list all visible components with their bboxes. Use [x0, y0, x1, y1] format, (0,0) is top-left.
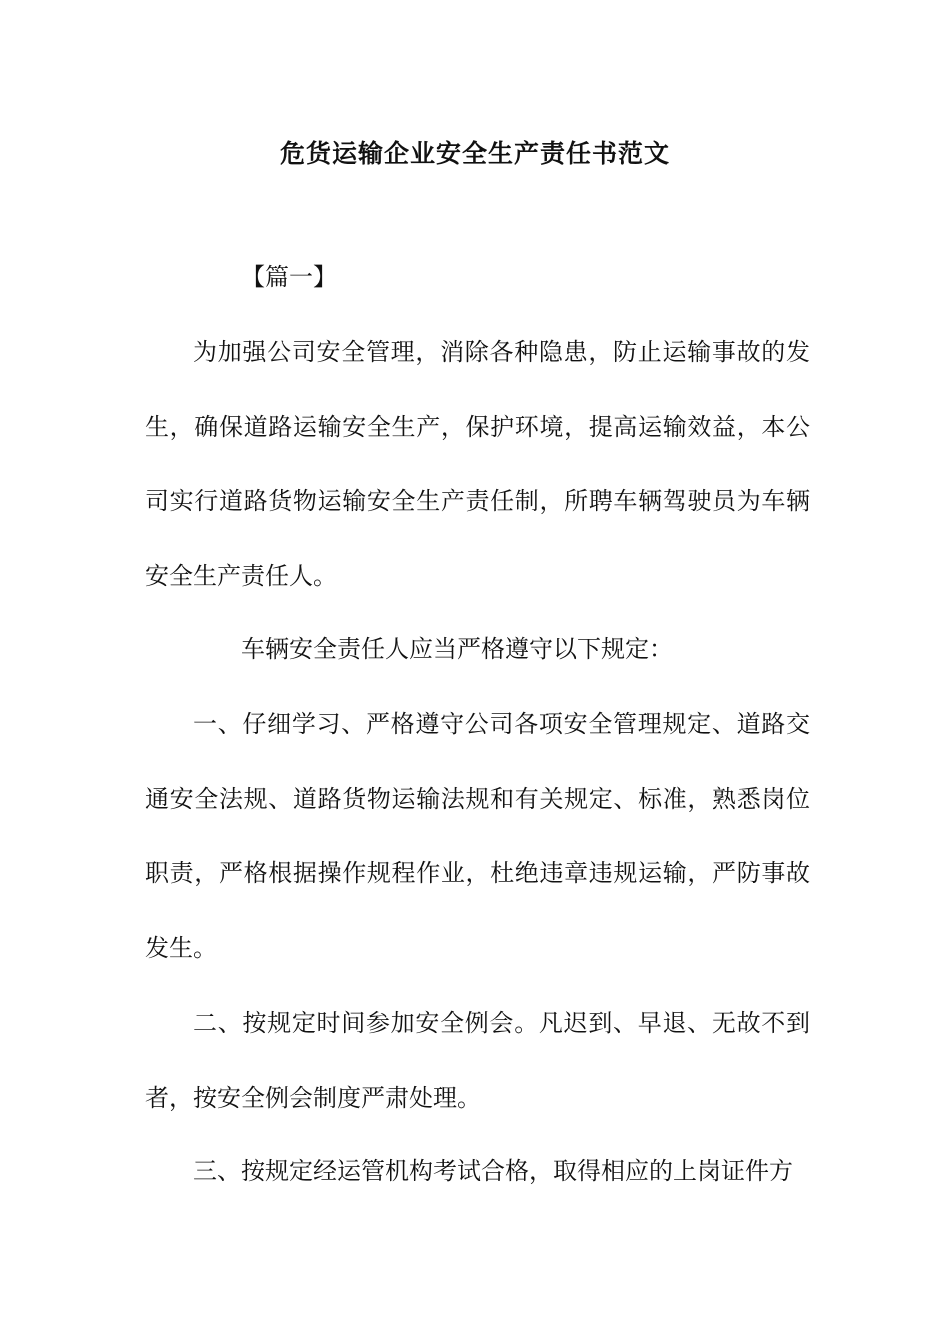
paragraph-rule-2: 二、按规定时间参加安全例会。凡迟到、早退、无故不到者，按安全例会制度严肃处理。	[145, 1009, 810, 1112]
paragraph-rule-1: 一、仔细学习、严格遵守公司各项安全管理规定、道路交通安全法规、道路货物运输法规和有关规定、标准，熟悉岗位职责，严格根据操作规程作业，杜绝违章违规运输，严防事故发生。	[145, 710, 810, 962]
document-title: 危货运输企业安全生产责任书范文	[279, 139, 670, 168]
paragraph-intro: 为加强公司安全管理，消除各种隐患，防止运输事故的发生，确保道路运输安全生产，保护环境，提高运输效益，本公司实行道路货物运输安全生产责任制，所聘车辆驾驶员为车辆安全生产责任人。	[145, 338, 810, 590]
section-label: 【篇一】	[241, 263, 337, 291]
paragraph-rules-heading: 车辆安全责任人应当严格遵守以下规定：	[241, 635, 673, 663]
paragraph-rule-3: 三、按规定经运管机构考试合格，取得相应的上岗证件方	[193, 1157, 793, 1185]
